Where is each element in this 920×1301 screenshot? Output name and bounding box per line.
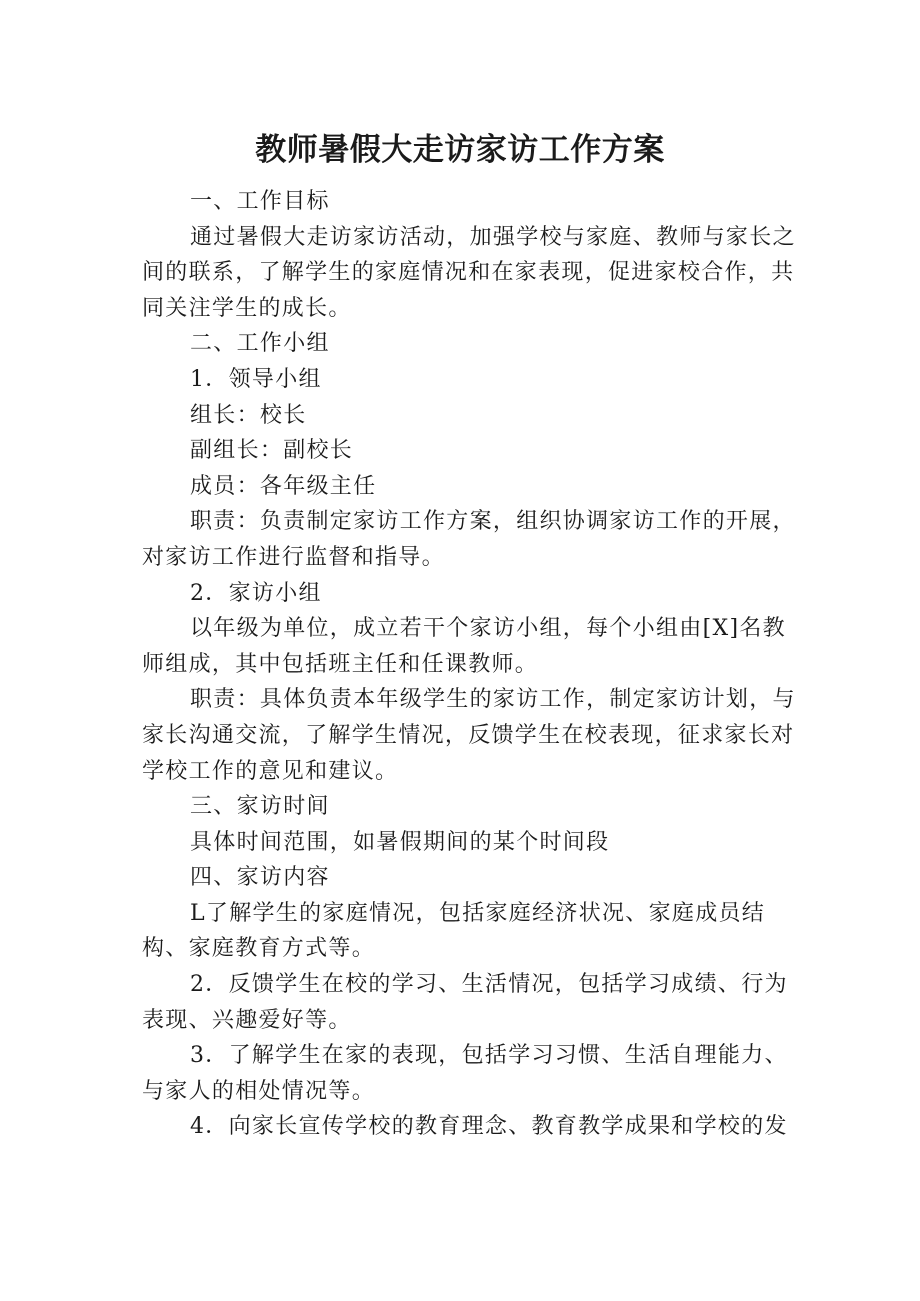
paragraph-visit-group-duties: 职责：具体负责本年级学生的家访工作，制定家访计划，与家长沟通交流，了解学生情况，反馈学生在校表现，征求家长对学校工作的意见和建议。 — [142, 687, 796, 784]
section-heading-content: 四、家访内容 — [190, 865, 330, 891]
list-item-content-2: 2．反馈学生在校的学习、生活情况，包括学习成绩、行为表现、兴趣爱好等。 — [142, 972, 788, 1033]
paragraph-leadership-duties: 职责：负责制定家访工作方案，组织协调家访工作的开展，对家访工作进行监督和指导。 — [142, 509, 796, 570]
paragraph-deputy-leader: 副组长：副校长 — [190, 438, 354, 464]
list-item-content-1: L了解学生的家庭情况，包括家庭经济状况、家庭成员结构、家庭教育方式等。 — [142, 900, 766, 962]
section-heading-time: 三、家访时间 — [190, 794, 330, 820]
paragraph-members: 成员：各年级主任 — [190, 473, 377, 499]
list-item-content-4: 4．向家长宣传学校的教育理念、教育教学成果和学校的发 — [190, 1114, 788, 1140]
section-heading-goal: 一、工作目标 — [190, 189, 330, 214]
paragraph-visit-group-setup: 以年级为单位，成立若干个家访小组，每个小组由[X]名教师组成，其中包括班主任和任课教师。 — [142, 616, 786, 677]
section-heading-team: 二、工作小组 — [190, 331, 330, 357]
paragraph-team-leader: 组长：校长 — [190, 402, 307, 428]
subheading-visit-group: 2．家访小组 — [190, 580, 322, 606]
paragraph-goal-text: 通过暑假大走访家访活动，加强学校与家庭、教师与家长之间的联系，了解学生的家庭情况和在家表现，促进家校合作，共同关注学生的成长。 — [142, 224, 796, 321]
list-item-content-3: 3．了解学生在家的表现，包括学习习惯、生活自理能力、与家人的相处情况等。 — [142, 1043, 788, 1104]
document-title: 教师暑假大走访家访工作方案 — [255, 132, 665, 168]
subheading-leadership-group: 1．领导小组 — [190, 366, 322, 392]
paragraph-time-range: 具体时间范围，如暑假期间的某个时间段 — [190, 829, 610, 855]
document-body — [142, 184, 797, 1145]
